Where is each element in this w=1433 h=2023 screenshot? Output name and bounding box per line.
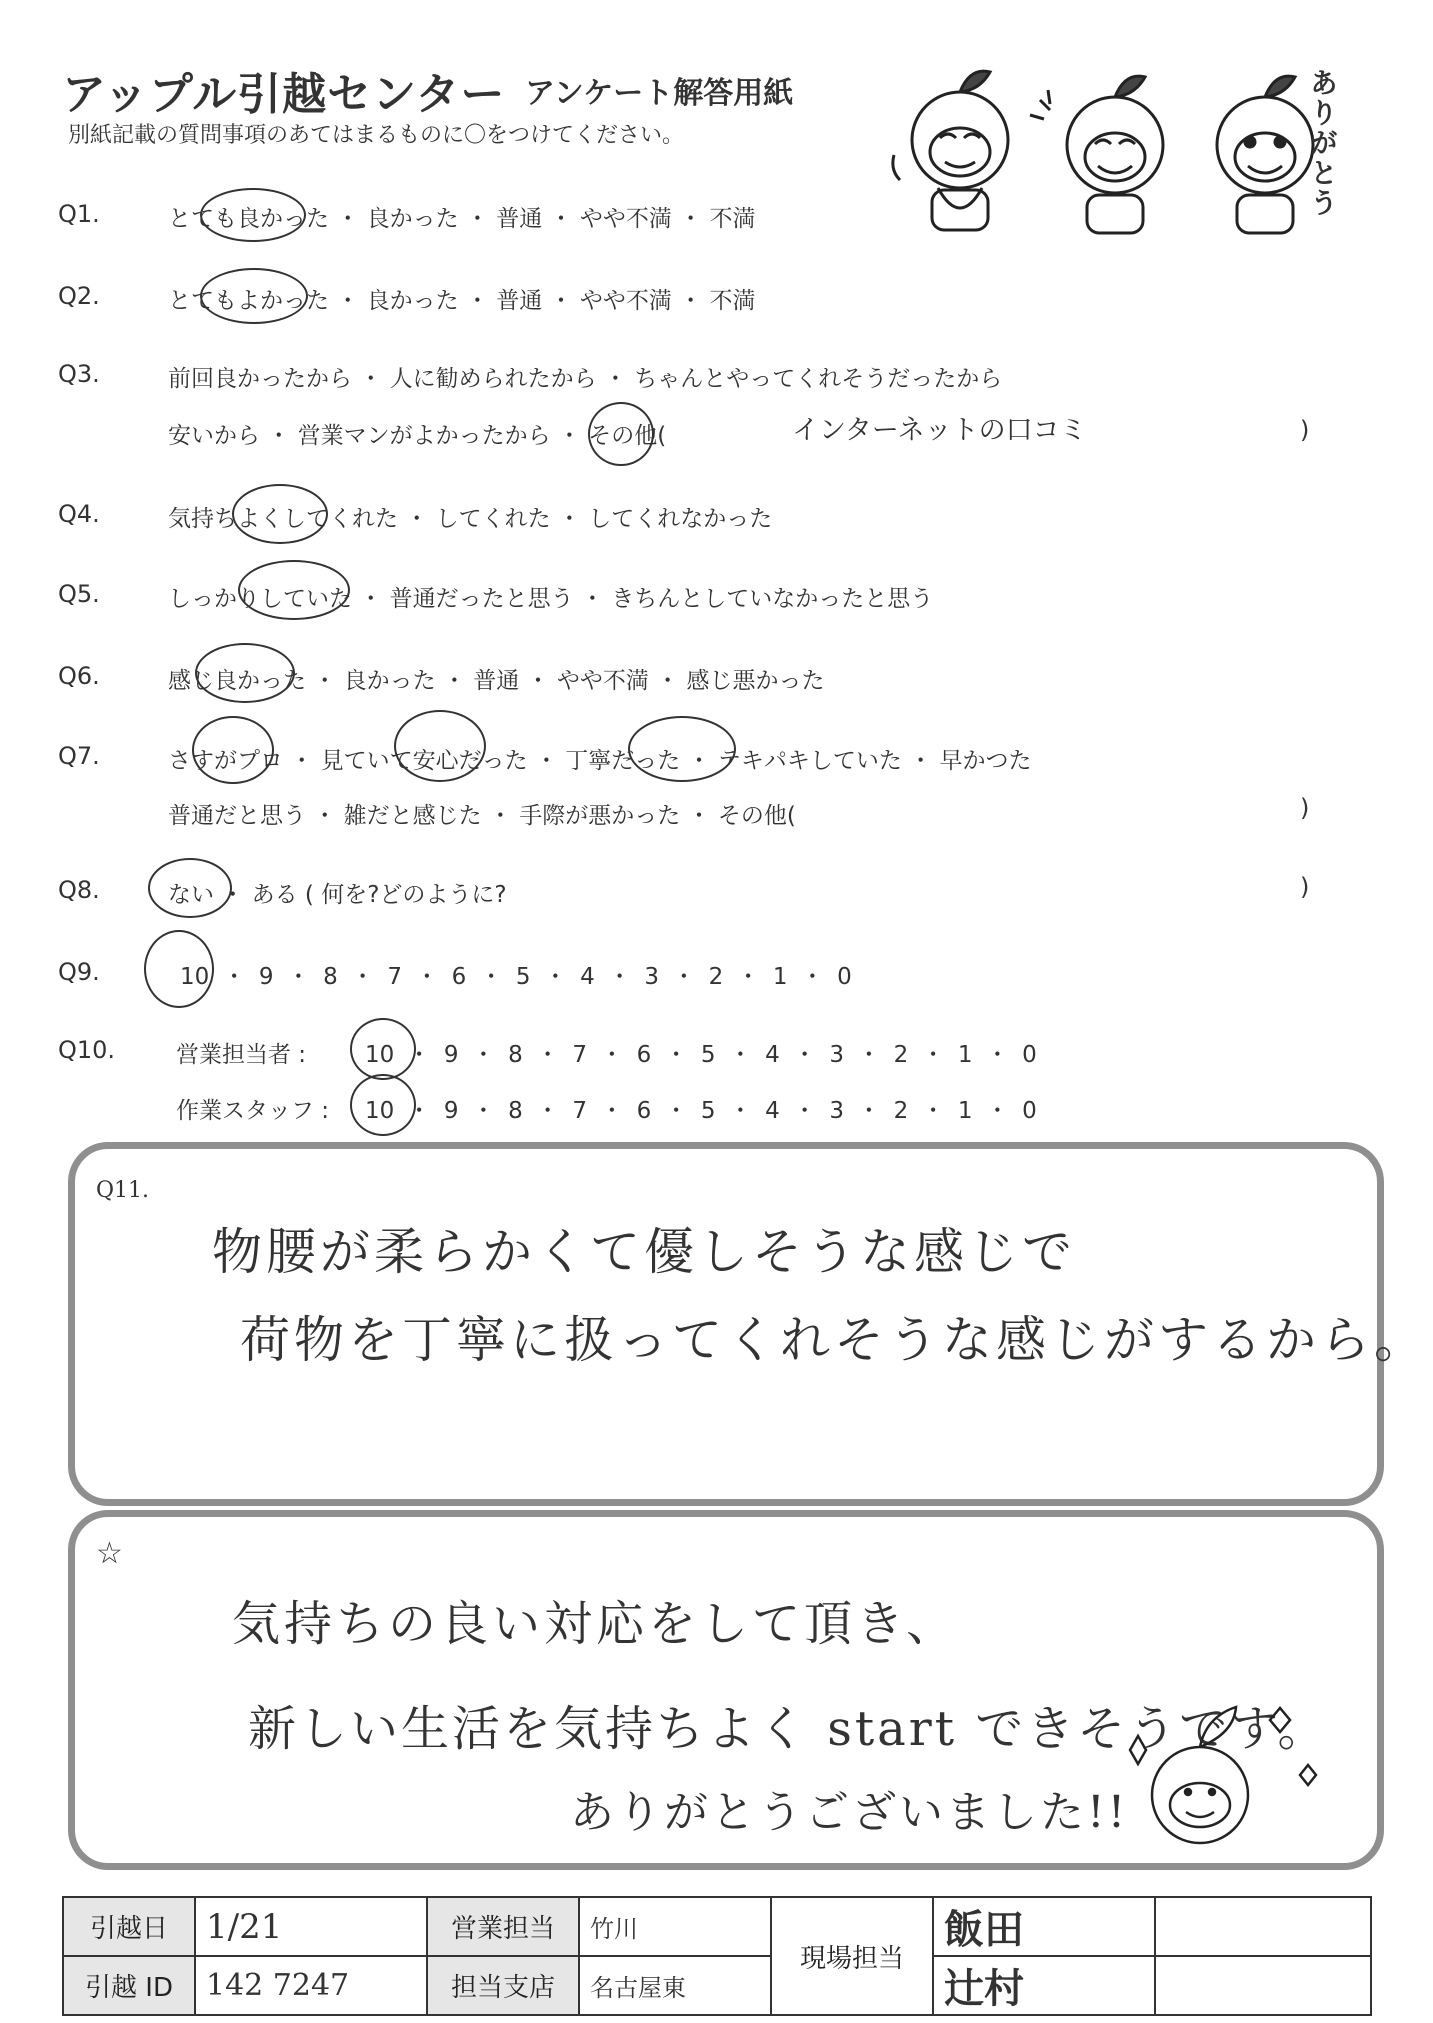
field-staff-value-2: 辻村 (933, 1956, 1155, 2015)
q9-answer-circle (144, 930, 214, 1008)
q1-options: とても良かった ・ 良かった ・ 普通 ・ やや不満 ・ 不満 (168, 206, 756, 232)
q1-answer-circle (200, 188, 306, 242)
q3-other-answer: インターネットの口コミ (792, 415, 1087, 446)
empty-cell-2 (1155, 1956, 1371, 2015)
q4-answer-circle (232, 484, 328, 544)
q10-staff-scale: 10 ・ 9 ・ 8 ・ 7 ・ 6 ・ 5 ・ 4 ・ 3 ・ 2 ・ 1 ・ 0 (365, 1098, 1037, 1124)
q9-scale: 10 ・ 9 ・ 8 ・ 7 ・ 6 ・ 5 ・ 4 ・ 3 ・ 2 ・ 1 ・ 0 (180, 964, 852, 990)
q6-answer-circle (195, 643, 295, 703)
q7-label: Q7. (58, 742, 100, 770)
q10-sales-label: 営業担当者 : (176, 1042, 307, 1068)
q5-options: しっかりしていた ・ 普通だったと思う ・ きちんとしていなかったと思う (168, 586, 934, 612)
q7-answer-circle-2 (394, 710, 486, 782)
q11-answer-line1: 物腰が柔らかくて優しそうな感じで (212, 1223, 1076, 1281)
hand-drawn-monkey-doodle (1110, 1690, 1330, 1850)
q2-answer-circle (200, 268, 308, 324)
q3-close-paren: ) (1300, 416, 1310, 444)
q10-staff-answer-circle (350, 1074, 416, 1136)
q7-line2: 普通だと思う ・ 雑だと感じた ・ 手際が悪かった ・ その他( (168, 803, 796, 829)
q10-staff-label: 作業スタッフ : (176, 1098, 330, 1124)
comment-line3: ありがとうございました!! (570, 1787, 1129, 1838)
q1-label: Q1. (58, 200, 100, 228)
q3-line2: 安いから ・ 営業マンがよかったから ・ その他( (168, 423, 667, 449)
move-id-label: 引越 ID (63, 1956, 195, 2015)
q10-sales-scale: 10 ・ 9 ・ 8 ・ 7 ・ 6 ・ 5 ・ 4 ・ 3 ・ 2 ・ 1 ・ 0 (365, 1042, 1037, 1068)
q4-label: Q4. (58, 500, 100, 528)
q5-label: Q5. (58, 580, 100, 608)
q7-answer-circle-1 (192, 716, 274, 784)
q7-answer-circle-3 (628, 716, 736, 782)
q11-answer-line2: 荷物を丁寧に扱ってくれそうな感じがするから。 (240, 1311, 1428, 1369)
q3-line1: 前回良かったから ・ 人に勧められたから ・ ちゃんとやってくれそうだったから (168, 366, 1003, 392)
move-date-value: 1/21 (195, 1897, 427, 1956)
q3-answer-circle (588, 402, 654, 466)
form-subtitle: アンケート解答用紙 (525, 76, 794, 111)
q6-label: Q6. (58, 662, 100, 690)
field-staff-label: 現場担当 (771, 1897, 933, 2015)
q8-label: Q8. (58, 876, 100, 904)
q3-label: Q3. (58, 360, 100, 388)
move-date-label: 引越日 (63, 1897, 195, 1956)
q5-answer-circle (238, 560, 350, 620)
comment-line2: 新しい生活を気持ちよく start できそうです。 (248, 1701, 1329, 1757)
q2-label: Q2. (58, 282, 100, 310)
q8-options: ない ・ ある ( 何を?どのように? (168, 882, 507, 908)
field-staff-value-1: 飯田 (933, 1897, 1155, 1956)
instructions: 別紙記載の質問事項のあてはまるものに〇をつけてください。 (68, 123, 685, 148)
q7-close-paren: ) (1300, 794, 1310, 822)
monkey-mascots-illustration (880, 60, 1350, 240)
footer-info-table (62, 1896, 1372, 2016)
move-id-value: 142 7247 (195, 1956, 427, 2015)
company-title: アップル引越センター (62, 69, 506, 120)
thanks-vertical-text: ありがとう (1306, 68, 1339, 218)
q10-sales-answer-circle (350, 1018, 416, 1080)
branch-value: 名古屋東 (579, 1956, 771, 2015)
q9-label: Q9. (58, 958, 100, 986)
q2-options: とてもよかった ・ 良かった ・ 普通 ・ やや不満 ・ 不満 (168, 288, 756, 314)
q8-answer-circle (148, 858, 232, 918)
star-icon: ☆ (96, 1536, 123, 1571)
q10-label: Q10. (58, 1036, 116, 1064)
q7-line1: さすがプロ ・ 見ていて安心だった ・ 丁寧だった ・ テキパキしていた ・ 早かつた (168, 748, 1032, 774)
q11-label: Q11. (96, 1178, 150, 1203)
branch-label: 担当支店 (427, 1956, 579, 2015)
sales-rep-label: 営業担当 (427, 1897, 579, 1956)
q8-close-paren: ) (1300, 873, 1310, 901)
empty-cell-1 (1155, 1897, 1371, 1956)
q4-options: 気持ちよくしてくれた ・ してくれた ・ してくれなかった (168, 506, 773, 532)
comment-line1: 気持ちの良い対応をして頂き、 (232, 1596, 959, 1652)
q6-options: 感じ良かった ・ 良かった ・ 普通 ・ やや不満 ・ 感じ悪かった (168, 668, 825, 694)
sales-rep-value: 竹川 (579, 1897, 771, 1956)
